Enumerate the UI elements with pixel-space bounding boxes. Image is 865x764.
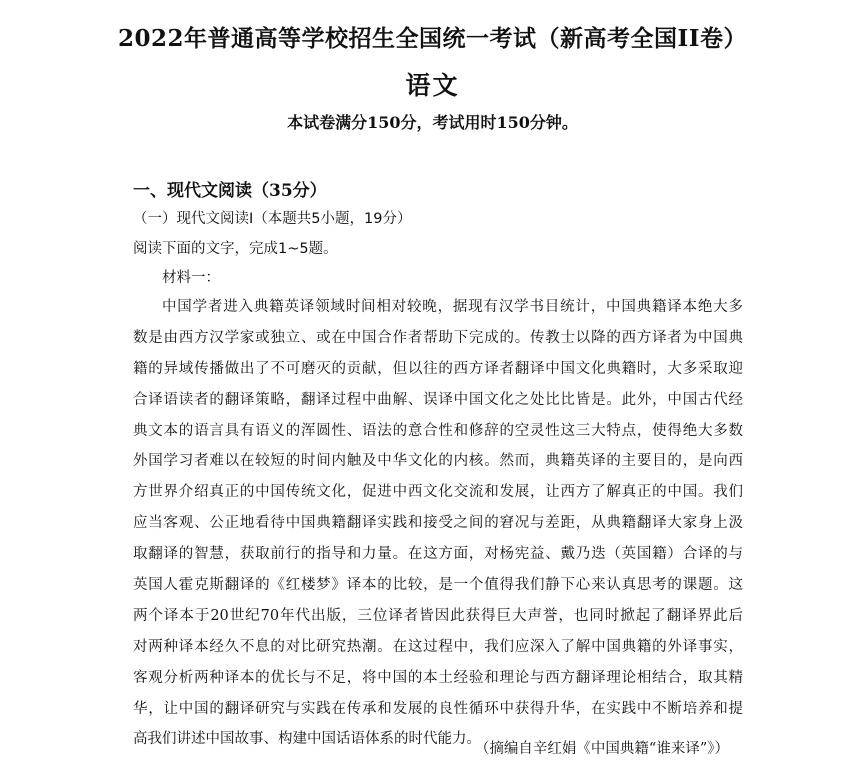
- passage-line: 对两种译本经久不息的对比研究热潮。在这过程中，我们应深入了解中国典籍的外译事实，: [133, 638, 743, 655]
- subsection-heading: （一）现代文阅读I（本题共5小题，19分）: [133, 211, 412, 227]
- passage-line: 客观分析两种译本的优长与不足，将中国的本土经验和理论与西方翻译理论相结合，取其精: [133, 669, 743, 686]
- passage-line: 取翻译的智慧，获取前行的指导和力量。在这方面，对杨宪益、戴乃迭（英国籍）合译的与: [133, 546, 743, 563]
- material-label: 材料一：: [162, 270, 220, 286]
- passage-line: 华，让中国的翻译研究与实践在传承和发展的良性循环中获得升华，在实践中不断培养和提: [133, 700, 743, 717]
- reading-instruction: 阅读下面的文字，完成1~5题。: [133, 241, 338, 257]
- passage-line: 两个译本于20世纪70年代出版，三位译者皆因此获得巨大声誉，也同时掀起了翻译界此后: [133, 607, 743, 624]
- exam-title: 2022年普通高等学校招生全国统一考试（新高考全国II卷）: [117, 25, 748, 52]
- source-citation: （摘编自辛红娟《中国典籍“谁来译”》）: [474, 741, 729, 757]
- section-heading: 一、现代文阅读（35分）: [133, 181, 327, 201]
- subject-title: 语文: [405, 71, 460, 100]
- passage-line: 中国学者进入典籍英译领域时间相对较晚，据现有汉学书目统计，中国典籍译本绝大多: [162, 299, 743, 315]
- passage-line: 方世界介绍真正的中国传统文化，促进中西文化交流和发展，让西方了解真正的中国。我们: [133, 484, 743, 501]
- passage-line: 典文本的语言具有语义的浑圆性、语法的意合性和修辞的空灵性这三大特点，使得绝大多数: [133, 422, 743, 439]
- passage-line: 籍的异域传播做出了不可磨灭的贡献，但以往的西方译者翻译中国文化典籍时，大多采取迎: [133, 360, 743, 377]
- passage-paragraph: [133, 292, 743, 755]
- passage-line: 英国人霍克斯翻译的《红楼梦》译本的比较，是一个值得我们静下心来认真思考的课题。这: [133, 577, 743, 594]
- passage-line: 合译语读者的翻译策略，翻译过程中曲解、误译中国文化之处比比皆是。此外，中国古代经: [133, 391, 743, 408]
- passage-line: 高我们讲述中国故事、构建中国话语体系的时代能力。: [133, 731, 481, 748]
- exam-note: 本试卷满分150分，考试用时150分钟。: [287, 113, 578, 132]
- passage-line: 应当客观、公正地看待中国典籍翻译实践和接受之间的窘况与差距，从典籍翻译大家身上汲: [133, 515, 743, 532]
- passage-line: 数是由西方汉学家或独立、或在中国合作者帮助下完成的。传教士以降的西方译者为中国典: [133, 329, 743, 346]
- passage-line: 外国学习者难以在较短的时间内触及中华文化的内核。然而，典籍英译的主要目的，是向西: [133, 453, 743, 470]
